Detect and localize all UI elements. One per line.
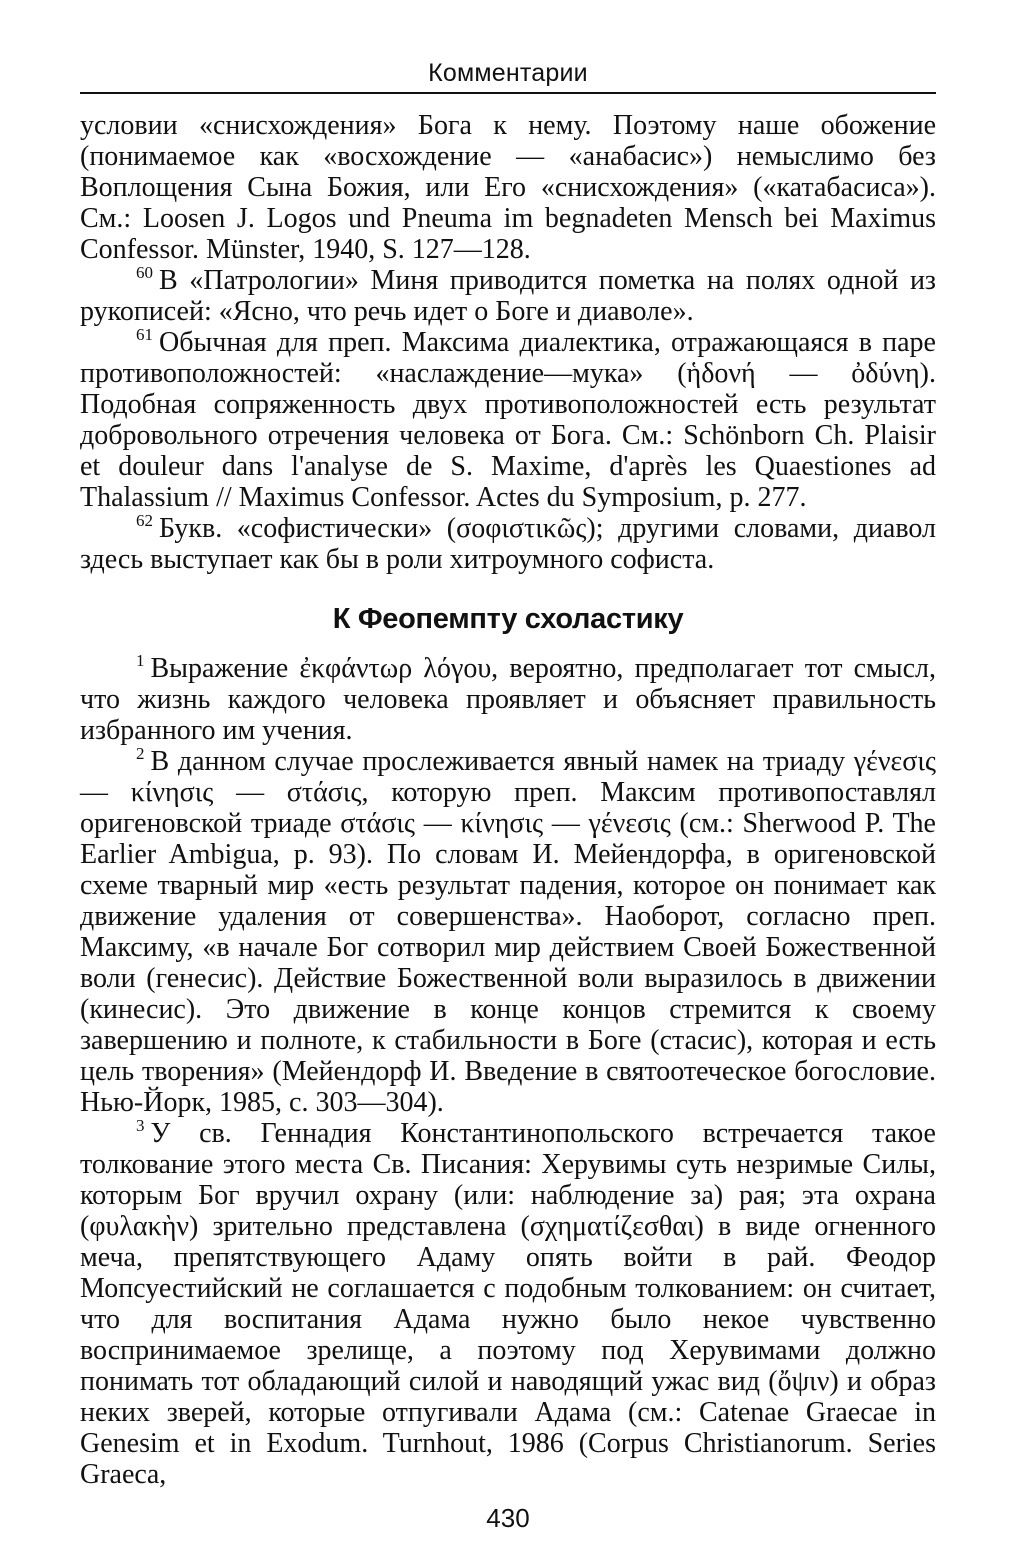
commentary-body <box>80 110 936 1490</box>
footnote-1 <box>80 653 936 746</box>
running-head: Комментарии <box>428 59 588 87</box>
footnote-text: В данном случае прослеживается явный намек на триаду γένεσις — κίνησις — στάσις, которую преп. Максим противопоставлял оригеновской триаде στάσις — κίνησις — γένεσις (см.: Sherwood P. The Earlier Ambigua, p. 93). По словам И. Мейендорфа, в оригеновской схеме тварный мир «есть результат падения, которое он понимает как движение удаления от совершенства». Наоборот, согласно преп. Максиму, «в начале Бог сотворил мир действием Своей Божественной воли (генесис). Действие Божественной воли выразилось в движении (кинесис). Это движение в конце концов стремится к своему завершению и полноте, к стабильности в Боге (стасис), которая и есть цель творения» (Мейендорф И. Введение в святоотеческое богословие. Нью-Йорк, 1985, с. 303—304). <box>80 746 936 1118</box>
footnote-61 <box>80 327 936 513</box>
footnote-number: 1 <box>136 651 145 670</box>
footnote-text: Обычная для преп. Максима диалектика, отражающаяся в паре противоположностей: «наслаждение—мука» (ἡδονή — ὀδύνη). Подобная сопряженность двух противоположностей есть результат добровольного отречения человека от Бога. См.: Schönborn Ch. Plaisir et douleur dans l'analyse de S. Maxime, d'après les Quaestiones ad Thalassium // Maximus Confessor. Actes du Symposium, p. 277. <box>80 327 936 513</box>
footnote-3 <box>80 1118 936 1490</box>
header-rule <box>80 92 936 94</box>
footnote-60 <box>80 265 936 327</box>
footnote-number: 2 <box>136 744 145 763</box>
footnote-text: В «Патрологии» Миня приводится пометка на полях одной из рукописей: «Ясно, что речь идет о Боге и диаволе». <box>80 265 936 327</box>
page-number: 430 <box>486 1503 530 1533</box>
footnote-62 <box>80 513 936 575</box>
book-page <box>80 0 936 1568</box>
footnote-text: Выражение ἐκφάντωρ λόγου, вероятно, предполагает тот смысл, что жизнь каждого человека проявляет и объясняет правильность избранного им учения. <box>80 653 936 746</box>
footnote-number: 3 <box>136 1116 145 1135</box>
footnote-number: 61 <box>136 325 153 344</box>
footnote-number: 62 <box>136 511 153 530</box>
section-title: К Феопемпту схоластику <box>332 603 684 635</box>
footnote-text: У св. Геннадия Константинопольского встречается такое толкование этого места Св. Писания: Херувимы суть незримые Силы, которым Бог вручил охрану (или: наблюдение за) рая; эта охрана (φυλακὴν) зрительно представлена (σχηματίζεσθαι) в виде огненного меча, препятствующего Адаму опять войти в рай. Феодор Мопсуестийский не соглашается с подобным толкованием: он считает, что для воспитания Адама нужно было некое чувственно воспринимаемое зрелище, а поэтому под Херувимами должно понимать тот обладающий силой и наводящий ужас вид (ὄψιν) и образ неких зверей, которые отпугивали Адама (см.: Catenae Graecae in Genesim et in Exodum. Turnhout, 1986 (Corpus Christianorum. Series Graeca, <box>80 1118 936 1490</box>
footnote-2 <box>80 746 936 1118</box>
continued-note-text: условии «снисхождения» Бога к нему. Поэтому наше обожение (понимаемое как «восхождение — «анабасис») немыслимо без Воплощения Сына Божия, или Его «снисхождения» («катабасиса»). См.: Loosen J. Logos und Pneuma im begnadeten Mensch bei Maximus Confessor. Münster, 1940, S. 127—128. <box>80 110 936 265</box>
footnote-number: 60 <box>136 263 153 282</box>
footnote-text: Букв. «софистически» (σοφιστικῶς); другими словами, диавол здесь выступает как бы в роли хитроумного софиста. <box>80 513 936 575</box>
